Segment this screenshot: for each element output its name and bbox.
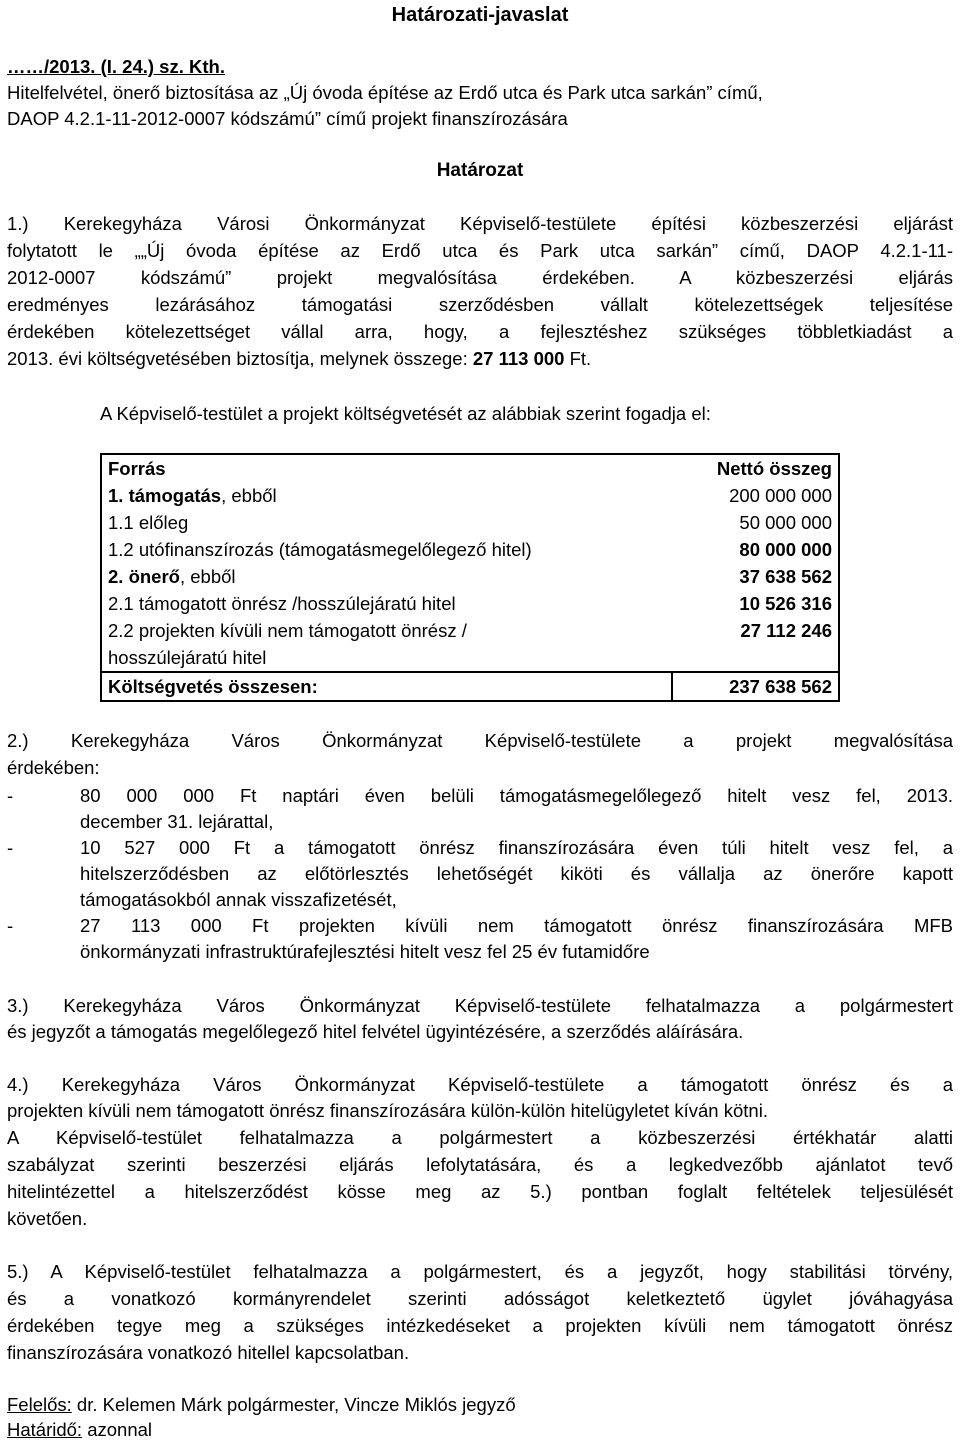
deadline-label: Határidő: [7, 1419, 83, 1440]
bullet-2-line-1: 10 527 000 Ft a támogatott önrész finanszírozására éven túli hitelt vesz fel, a [80, 837, 953, 858]
bullet-3-line-2: önkormányzati infrastruktúrafejlesztési hitelt vesz fel 25 év futamidőre [80, 941, 650, 962]
table-total-row [101, 672, 839, 701]
p1-line-5: érdekében kötelezettséget vállal arra, hogy, a fejlesztéshez szükséges többletkiadást a [7, 321, 953, 342]
bullet-2-line-2: hitelszerződésben az előtörlesztés lehetőségét kiköti és vállalja az önerőre kapott [80, 863, 953, 884]
p4-line-6: követően. [7, 1208, 88, 1229]
p1-line-4: eredményes lezárásához támogatási szerződésben vállalt kötelezettségek teljesítése [7, 294, 953, 315]
document-title: Határozati-javaslat [391, 4, 569, 26]
p5-line-4: finanszírozására vonatkozó hitellel kapcsolatban. [7, 1342, 410, 1363]
subject-line-1: Hitelfelvétel, önerő biztosítása az „Új óvoda építése az Erdő utca és Park utca sarkán” című, [7, 82, 763, 103]
p1-line-1: 1.) Kerekegyháza Városi Önkormányzat Képviselő-testülete építési közbeszerzési eljárást [7, 213, 953, 234]
p4-line-3: A Képviselő-testület felhatalmazza a polgármestert a közbeszerzési értékhatár alatti [7, 1127, 953, 1148]
bullet-3-line-1: 27 113 000 Ft projekten kívüli nem támogatott önrész finanszírozására MFB [80, 915, 953, 936]
bullet-2-line-3: támogatásokból annak visszafizetését, [80, 889, 397, 910]
p5-line-2: és a vonatkozó kormányrendelet szerinti adósságot keletkeztető ügylet jóváhagyása [7, 1288, 953, 1309]
table-header-row [101, 454, 839, 482]
responsible-line [7, 1394, 516, 1416]
table-intro: A Képviselő-testület a projekt költségvetését az alábbiak szerint fogadja el: [100, 403, 711, 424]
p3-line-2: és jegyzőt a támogatás megelőlegező hitel felvétel ügyintézésére, a szerződés aláírására. [7, 1021, 744, 1042]
total-label: Költségvetés összesen: [101, 672, 672, 701]
responsible-value: dr. Kelemen Márk polgármester, Vincze Miklós jegyző [71, 1394, 516, 1415]
table-row: 1.2 utófinanszírozás (támogatásmegelőlegező hitel) 80 000 000 [101, 536, 839, 563]
bullet-1-line-1: 80 000 000 Ft naptári éven belüli támogatásmegelőlegező hitelt vesz fel, 2013. [80, 785, 953, 806]
resolution-number: ……/2013. (I. 24.) sz. Kth. [7, 56, 225, 77]
p2-line-1: 2.) Kerekegyháza Város Önkormányzat Képviselő-testülete a projekt megvalósítása [7, 730, 953, 751]
p4-line-5: hitelintézettel a hitelszerződést kösse meg az 5.) pontban foglalt feltételek teljesülését [7, 1181, 953, 1202]
deadline-value: azonnal [82, 1419, 153, 1440]
responsible-label: Felelős: [7, 1394, 72, 1415]
table-row: 2. önerő, ebből 37 638 562 [101, 563, 839, 590]
header-amount: Nettó összeg [672, 454, 839, 482]
subject-line-2: DAOP 4.2.1-11-2012-0007 kódszámú” című projekt finanszírozására [7, 108, 568, 129]
p4-line-1: 4.) Kerekegyháza Város Önkormányzat Képviselő-testülete a támogatott önrész és a [7, 1074, 953, 1095]
table-row: 2.2 projekten kívüli nem támogatott önrész / hosszúlejáratú hitel 27 112 246 [101, 617, 839, 672]
bullet-1-line-2: december 31. lejárattal, [80, 811, 274, 832]
p3-line-1: 3.) Kerekegyháza Város Önkormányzat Képviselő-testülete felhatalmazza a polgármestert [7, 995, 953, 1016]
budget-table [100, 453, 840, 702]
bullet-dash: - [7, 915, 14, 936]
p4-line-4: szabályzat szerinti beszerzési eljárás lefolytatására, és a legkedvezőbb ajánlatot tevő [7, 1154, 953, 1175]
table-row: 2.1 támogatott önrész /hosszúlejáratú hitel 10 526 316 [101, 590, 839, 617]
bullet-dash: - [7, 837, 14, 858]
table-row: 1. támogatás, ebből 200 000 000 [101, 482, 839, 509]
total-amount: 237 638 562 [672, 672, 839, 701]
header-source: Forrás [101, 454, 672, 482]
p2-line-2: érdekében: [7, 757, 100, 778]
bullet-dash: - [7, 785, 14, 806]
table-row: 1.1 előleg 50 000 000 [101, 509, 839, 536]
resolution-heading: Határozat [436, 160, 524, 181]
p4-line-2: projekten kívüli nem támogatott önrész finanszírozására külön-külön hitelügyletet kíván kötni. [7, 1100, 768, 1121]
p5-line-3: érdekében tegye meg a szükséges intézkedéseket a projekten kívüli nem támogatott önrész [7, 1315, 953, 1336]
extra-cost-amount: 27 113 000 [472, 348, 565, 369]
p5-line-1: 5.) A Képviselő-testület felhatalmazza a polgármestert, és a jegyzőt, hogy stabilitási törvény, [7, 1261, 953, 1282]
p1-line-2: folytatott le „„Új óvoda építése az Erdő utca és Park utca sarkán” című, DAOP 4.2.1-11- [7, 240, 953, 261]
p1-line-3: 2012-0007 kódszámú” projekt megvalósítása érdekében. A közbeszerzési eljárás [7, 267, 953, 288]
p1-line-6: 2013. évi költségvetésében biztosítja, melynek összege: 27 113 000 Ft. [7, 348, 592, 369]
deadline-line [7, 1419, 152, 1441]
